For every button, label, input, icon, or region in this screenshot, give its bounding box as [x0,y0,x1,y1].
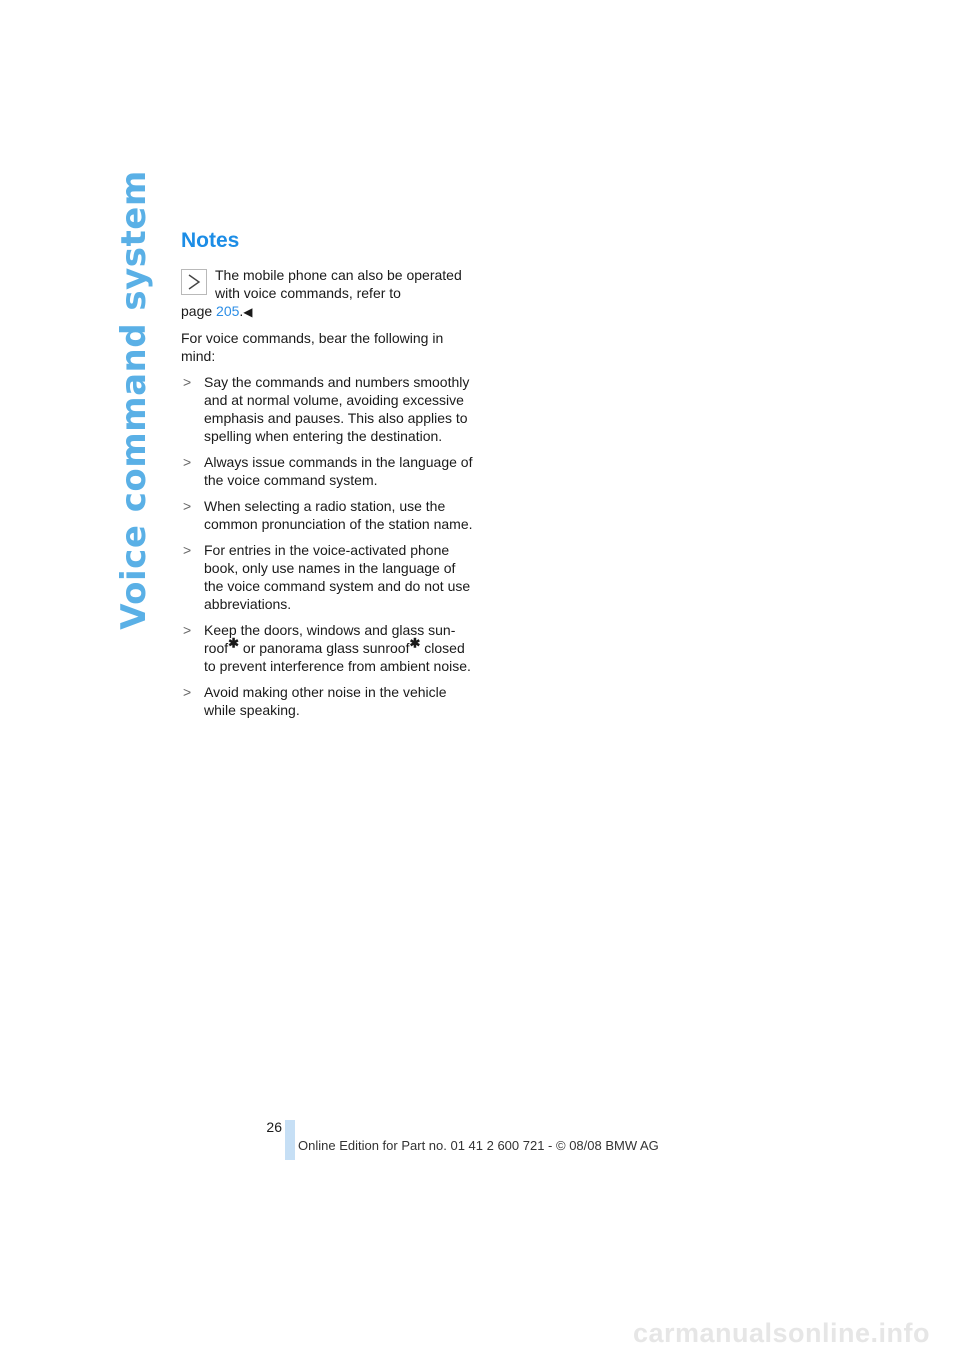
list-item [181,541,477,613]
list-item-text: When selecting a radio station, use the common pronunciation of the station name. [204,498,473,532]
bullet-marker: > [183,684,192,700]
note-prefix: page [181,303,217,319]
bullet-list [181,373,477,719]
list-item [181,621,477,675]
optional-equipment-star-icon: ✱ [409,635,421,651]
section-title: Notes [181,229,240,252]
list-item-text: For entries in the voice-activated phone book, only use names in the language of the voice command system and do not use abbreviations. [204,542,471,612]
optional-equipment-star-icon: ✱ [228,635,240,651]
page-number: 26 [266,1119,282,1135]
watermark: carmanualsonline.info [632,1318,930,1348]
list-item [181,683,477,719]
list-item-text: Always issue commands in the language of the voice command system. [204,454,473,488]
page-reference-link[interactable]: 205 [216,303,240,319]
bullet-marker: > [183,542,192,558]
list-item-text-part-1: Keep the doors, windows and glass sun-roof [204,622,456,656]
bullet-marker: > [183,374,192,390]
bullet-marker: > [183,498,192,514]
list-item [181,373,477,445]
list-item-text: Avoid making other noise in the vehicle while speaking. [204,684,447,718]
list-item-text: Say the commands and numbers smoothly and at normal volume, avoiding excessive emphasis and pauses. This also applies to spelling when entering the destination. [204,374,470,444]
side-chapter-title-text: Voice command system [114,170,154,630]
footer-edition-text: Online Edition for Part no. 01 41 2 600 721 - © 08/08 BMW AG [298,1138,659,1153]
bullet-marker: > [183,622,192,638]
list-item-text-part-3: closed to prevent interference from ambient noise. [204,640,471,674]
footer-accent-bar [285,1120,295,1160]
end-mark: ◀ [243,305,253,319]
note-text [181,266,477,321]
note-line-2: with voice commands, refer to [215,285,401,301]
list-item [181,453,477,489]
bullet-marker: > [183,454,192,470]
intro-text: For voice commands, bear the following in mind: [181,330,444,364]
side-chapter-title [112,170,156,630]
list-item-text-part-2: or panorama glass sunroof [239,640,410,656]
list-item [181,497,477,533]
triangle-right-icon [181,269,207,295]
note-suffix: . [239,303,244,319]
note-block [181,266,477,321]
main-content [181,226,477,727]
note-line-1: The mobile phone can also be operated [215,267,462,283]
